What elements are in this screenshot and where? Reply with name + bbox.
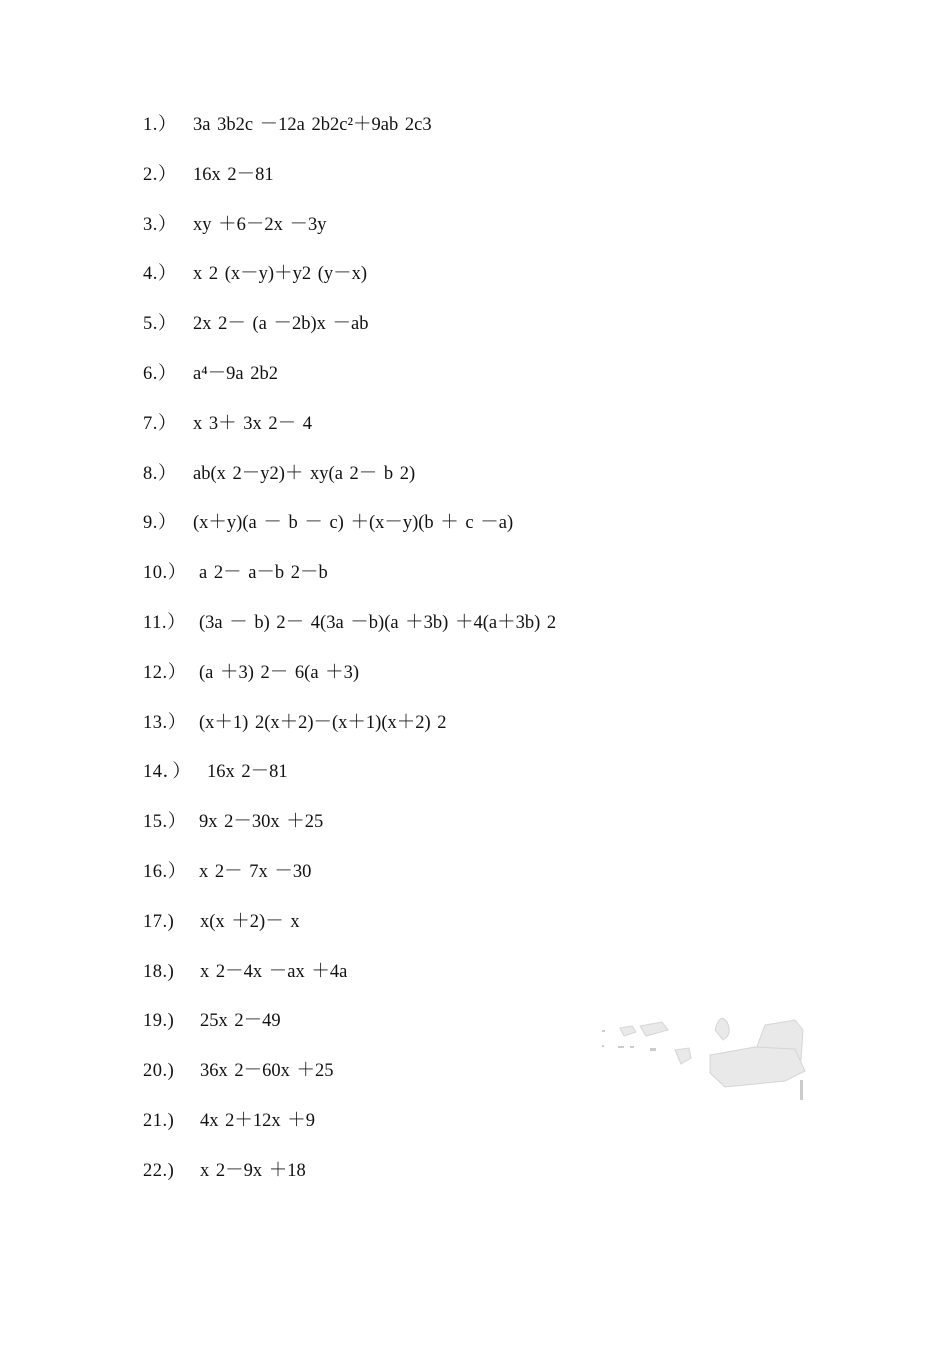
problem-number: 1.）: [143, 115, 177, 135]
problem-expression: x 2－4x －ax ＋4a: [200, 961, 348, 982]
problem-item: [143, 162, 556, 212]
watermark-smudge: [600, 1000, 810, 1110]
problem-item: [143, 261, 556, 311]
problem-item: [143, 361, 556, 411]
problem-item: [143, 909, 556, 959]
problem-expression: (x＋y)(a － b － c) ＋(x－y)(b ＋ c －a): [193, 513, 514, 534]
problem-item: [143, 1008, 556, 1058]
problem-number: 13.）: [143, 712, 187, 733]
problem-item: [143, 959, 556, 1009]
problem-item: [143, 212, 556, 262]
problem-expression: a⁴－9a 2b2: [193, 363, 278, 384]
problem-expression: 9x 2－30x ＋25: [199, 812, 324, 833]
problem-item: [143, 859, 556, 909]
problem-number: 22.): [143, 1160, 175, 1181]
problem-item: [143, 1108, 556, 1158]
problem-item: [143, 610, 556, 660]
problem-item: [143, 759, 556, 809]
problem-expression: (a ＋3) 2－ 6(a ＋3): [199, 662, 360, 683]
problem-number: 11.）: [143, 612, 186, 633]
problem-expression: x 3＋ 3x 2－ 4: [193, 413, 313, 434]
problem-item: [143, 1158, 556, 1208]
problem-number: 19.): [143, 1011, 175, 1032]
problem-expression: 16x 2－81: [193, 164, 274, 185]
problem-item: [143, 461, 556, 511]
problem-expression: (x＋1) 2(x＋2)－(x＋1)(x＋2) 2: [199, 712, 447, 733]
problem-number: 17.): [143, 911, 175, 932]
problem-item: [143, 809, 556, 859]
problem-number: 7.）: [143, 413, 177, 434]
problem-number: 16.）: [143, 861, 187, 882]
problem-expression: x(x ＋2)－ x: [200, 911, 300, 932]
problem-item: [143, 510, 556, 560]
problem-number: 15.）: [143, 812, 187, 833]
problem-number: 18.): [143, 961, 175, 982]
problem-expression: 16x 2－81: [207, 762, 288, 783]
problem-number: 6.）: [143, 363, 177, 384]
problem-expression: xy ＋6－2x －3y: [193, 214, 327, 235]
problem-item: [143, 1058, 556, 1108]
problem-expression: 4x 2＋12x ＋9: [200, 1110, 316, 1131]
problem-item: [143, 112, 556, 162]
problem-number: 20.): [143, 1061, 175, 1082]
problem-list: [143, 112, 556, 1208]
problem-number: 9.）: [143, 513, 177, 534]
problem-item: [143, 411, 556, 461]
problem-item: [143, 710, 556, 760]
problem-item: [143, 560, 556, 610]
problem-expression: ab(x 2－y2)＋ xy(a 2－ b 2): [193, 463, 416, 484]
problem-number: 12.）: [143, 662, 187, 683]
problem-expression: 3a 3b2c －12a 2b2c²＋9ab 2c3: [193, 115, 432, 135]
problem-number: 5.）: [143, 314, 177, 335]
problem-item: [143, 311, 556, 361]
problem-expression: x 2－9x ＋18: [200, 1160, 306, 1181]
problem-number: 4.）: [143, 264, 177, 285]
problem-number: 10.）: [143, 563, 187, 584]
problem-number: 3.）: [143, 214, 177, 235]
problem-item: [143, 660, 556, 710]
problem-number: 8.）: [143, 463, 177, 484]
problem-expression: 36x 2－60x ＋25: [200, 1061, 334, 1082]
problem-expression: 25x 2－49: [200, 1011, 281, 1032]
problem-expression: x 2－ 7x －30: [199, 861, 312, 882]
problem-number: 21.): [143, 1110, 175, 1131]
problem-expression: x 2 (x－y)＋y2 (y－x): [193, 264, 368, 285]
problem-number: 14．）: [143, 762, 192, 783]
problem-number: 2.）: [143, 164, 177, 185]
problem-expression: 2x 2－ (a －2b)x －ab: [193, 314, 369, 335]
problem-expression: a 2－ a－b 2－b: [199, 563, 328, 584]
problem-expression: (3a － b) 2－ 4(3a －b)(a ＋3b) ＋4(a＋3b) 2: [199, 612, 557, 633]
